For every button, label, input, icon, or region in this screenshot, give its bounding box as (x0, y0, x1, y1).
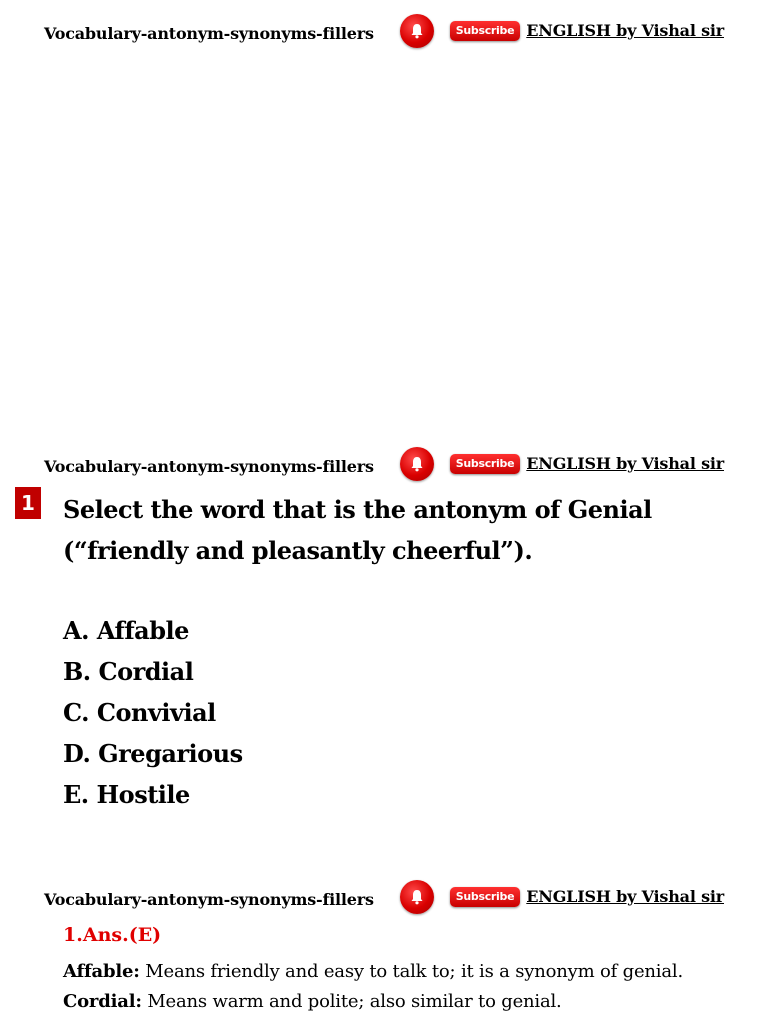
bell-icon (410, 23, 424, 39)
question-number-badge: 1 (15, 487, 41, 519)
bell-icon (410, 889, 424, 905)
bell-icon (410, 456, 424, 472)
explanation-term: Affable: (63, 961, 140, 982)
header-title: Vocabulary-antonym-synonyms-fillers (44, 457, 374, 476)
explanation-term: Cordial: (63, 991, 142, 1012)
page-header (44, 14, 724, 50)
channel-link[interactable]: ENGLISH by Vishal sir (526, 887, 724, 906)
page-header (44, 447, 724, 483)
question-text: Select the word that is the antonym of Genial (“friendly and pleasantly cheerful”). (63, 495, 652, 565)
explanation-line (63, 957, 753, 987)
subscribe-button[interactable]: Subscribe (450, 21, 520, 41)
channel-link[interactable]: ENGLISH by Vishal sir (526, 454, 724, 473)
explanation-line (63, 987, 753, 1017)
explanation-text: Means warm and polite; also similar to genial. (141, 991, 562, 1012)
option-e: E. Hostile (63, 780, 190, 809)
notification-bell-button[interactable] (400, 880, 434, 914)
option-a: A. Affable (63, 616, 189, 645)
option-c: C. Convivial (63, 698, 216, 727)
options-list (63, 610, 243, 815)
subscribe-button[interactable]: Subscribe (450, 887, 520, 907)
notification-bell-button[interactable] (400, 14, 434, 48)
answer-label: 1.Ans.(E) (63, 924, 162, 946)
channel-link[interactable]: ENGLISH by Vishal sir (526, 21, 724, 40)
notification-bell-button[interactable] (400, 447, 434, 481)
option-b: B. Cordial (63, 657, 194, 686)
explanation-block (63, 957, 753, 1017)
header-title: Vocabulary-antonym-synonyms-fillers (44, 24, 374, 43)
page-header (44, 880, 724, 916)
header-title: Vocabulary-antonym-synonyms-fillers (44, 890, 374, 909)
explanation-text: Means friendly and easy to talk to; it is a synonym of genial. (139, 961, 683, 982)
subscribe-button[interactable]: Subscribe (450, 454, 520, 474)
option-d: D. Gregarious (63, 739, 243, 768)
